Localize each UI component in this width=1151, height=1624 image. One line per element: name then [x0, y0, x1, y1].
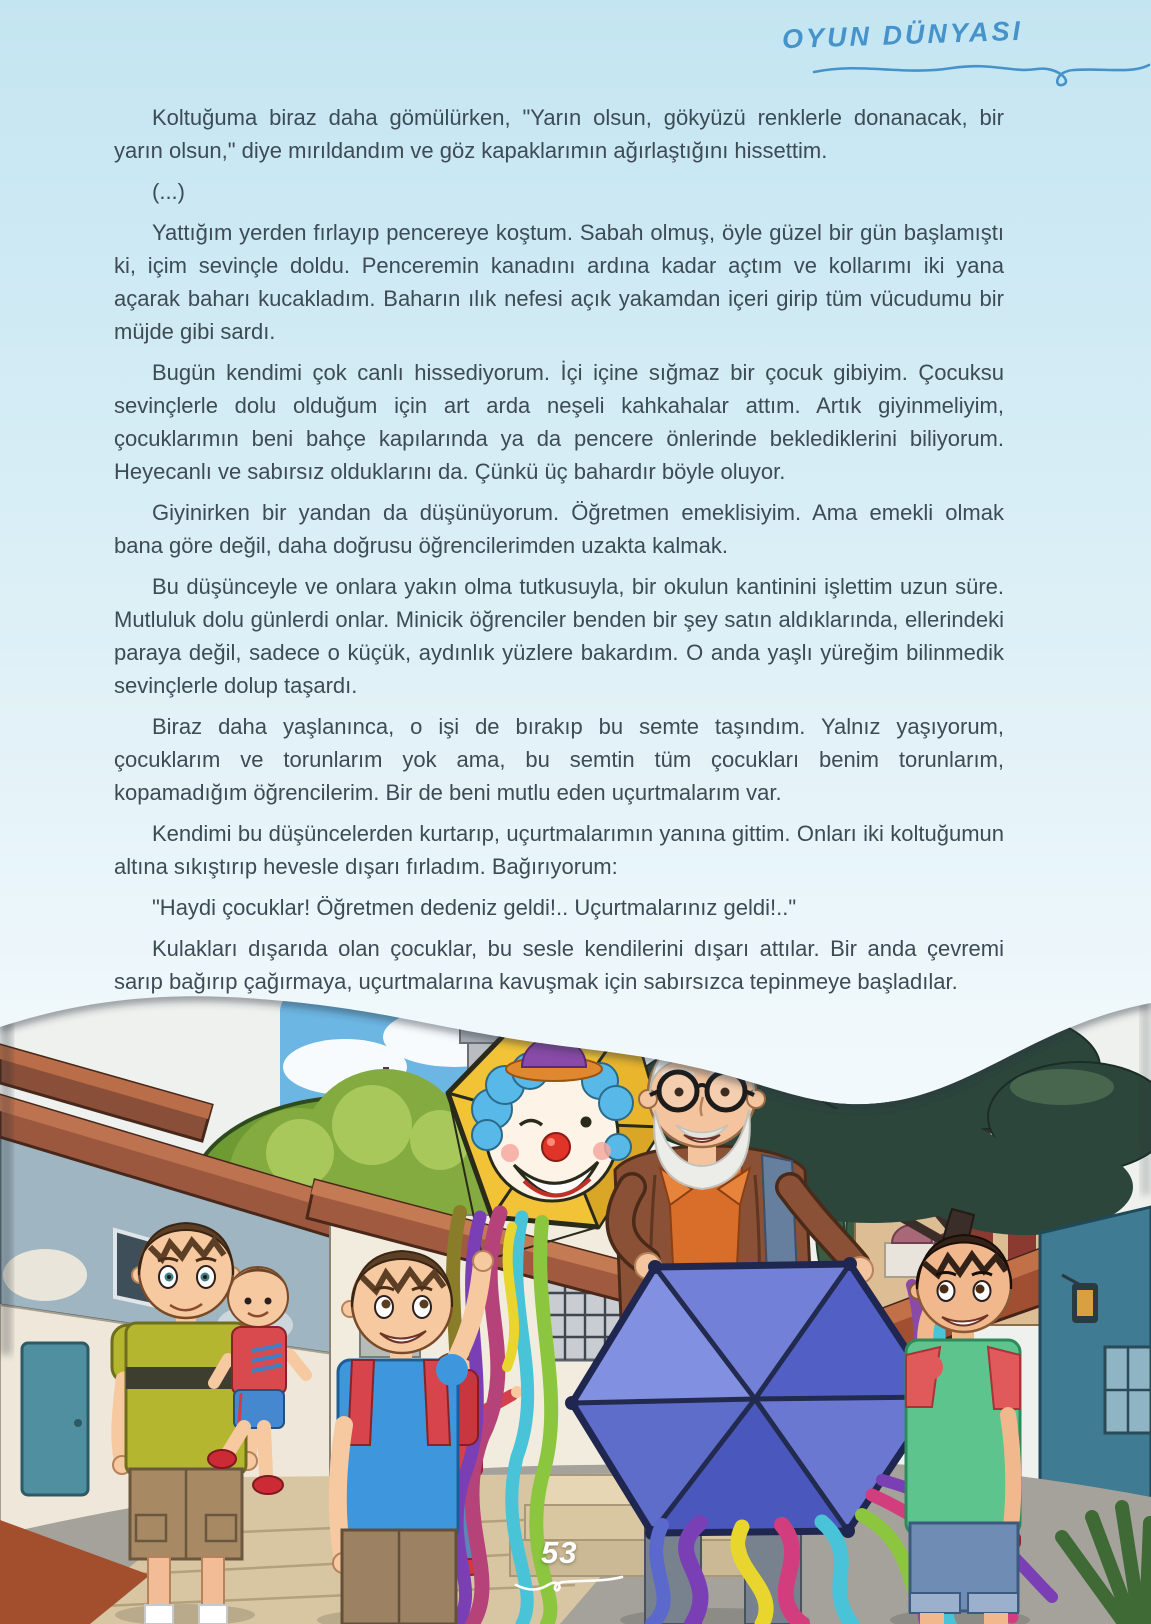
- page-header-title: OYUN DÜNYASI: [781, 15, 1024, 55]
- left-edge-shade: [0, 1015, 12, 1355]
- story-paragraph: Kendimi bu düşüncelerden kurtarıp, uçurtmalarımın yanına gittim. Onları iki koltuğumun altına sıkıştırıp hevesle dışarı fırladım. Bağırıyorum:: [114, 821, 1004, 879]
- page-number: 53: [541, 1535, 578, 1570]
- story-paragraph: Biraz daha yaşlanınca, o işi de bırakıp bu semte taşındım. Yalnız yaşıyorum, çocuklarım ve torunlarım yok ama, bu semtin tüm çocukları benim torunlarım, kopamadığım öğrencilerim. Bir de beni mutlu eden uçurtmalarım var.: [114, 714, 1004, 805]
- story-paragraph: Giyinirken bir yandan da düşünüyorum. Öğretmen emeklisiyim. Ama emekli olmak bana göre değil, daha doğrusu öğrencilerimden uzakta kalmak.: [114, 500, 1004, 558]
- story-paragraph: (...): [152, 179, 185, 204]
- story-paragraph: Yattığım yerden fırlayıp pencereye koştum. Sabah olmuş, öyle güzel bir gün başlamıştı ki, içim sevinçle doldu. Penceremin kanadını ardına kadar açtım ve kollarımı iki yana açarak baharı kucakladım. Baharın ılık nefesi açık yakamdan içeri girip tüm vücudumu bir müjde gibi sardı.: [114, 220, 1004, 344]
- teal-door: [22, 1343, 88, 1495]
- page-number-squiggle-icon: [514, 1573, 624, 1599]
- story-illustration: [0, 975, 1151, 1624]
- header-underline-icon: [812, 56, 1151, 88]
- story-paragraph: Koltuğuma biraz daha gömülürken, "Yarın olsun, gökyüzü renklerle donanacak, bir yarın olsun," diye mırıldandım ve göz kapaklarımın ağırlaştığını hissettim.: [114, 105, 1004, 163]
- story-text: [114, 101, 1004, 1006]
- story-paragraph: Kulakları dışarıda olan çocuklar, bu sesle kendilerini dışarı attılar. Bir anda çevremi sarıp bağırıp çağırmaya, uçurtmalarına kavuşmak için sabırsızca tepinmeye başladılar.: [114, 936, 1004, 994]
- right-edge-shade: [1141, 995, 1151, 1195]
- story-paragraph: Bugün kendimi çok canlı hissediyorum. İçi içine sığmaz bir çocuk gibiyim. Çocuksu sevinçlerle dolu olduğum için art arda neşeli kahkahalar attım. Artık giyinmeliyim, çocuklarımın beni bahçe kapılarında ya da pencere önlerinde beklediklerini biliyorum. Heyecanlı ve sabırsız olduklarını da. Çünkü üç bahardır böyle oluyor.: [114, 360, 1004, 484]
- story-paragraph: Bu düşünceyle ve onlara yakın olma tutkusuyla, bir okulun kantinini işlettim uzun süre. Mutluluk dolu günlerdi onlar. Minicik öğrenciler benden bir şey satın aldıklarında, ellerindeki paraya değil, sadece o küçük, aydınlık yüzlere bakardım. O anda yaşlı yüreğim bilinmedik sevinçlerle dolup taşardı.: [114, 574, 1004, 698]
- boy-green: [906, 1235, 1020, 1624]
- story-paragraph: "Haydi çocuklar! Öğretmen dedeniz geldi!.. Uçurtmalarınız geldi!..": [152, 895, 797, 920]
